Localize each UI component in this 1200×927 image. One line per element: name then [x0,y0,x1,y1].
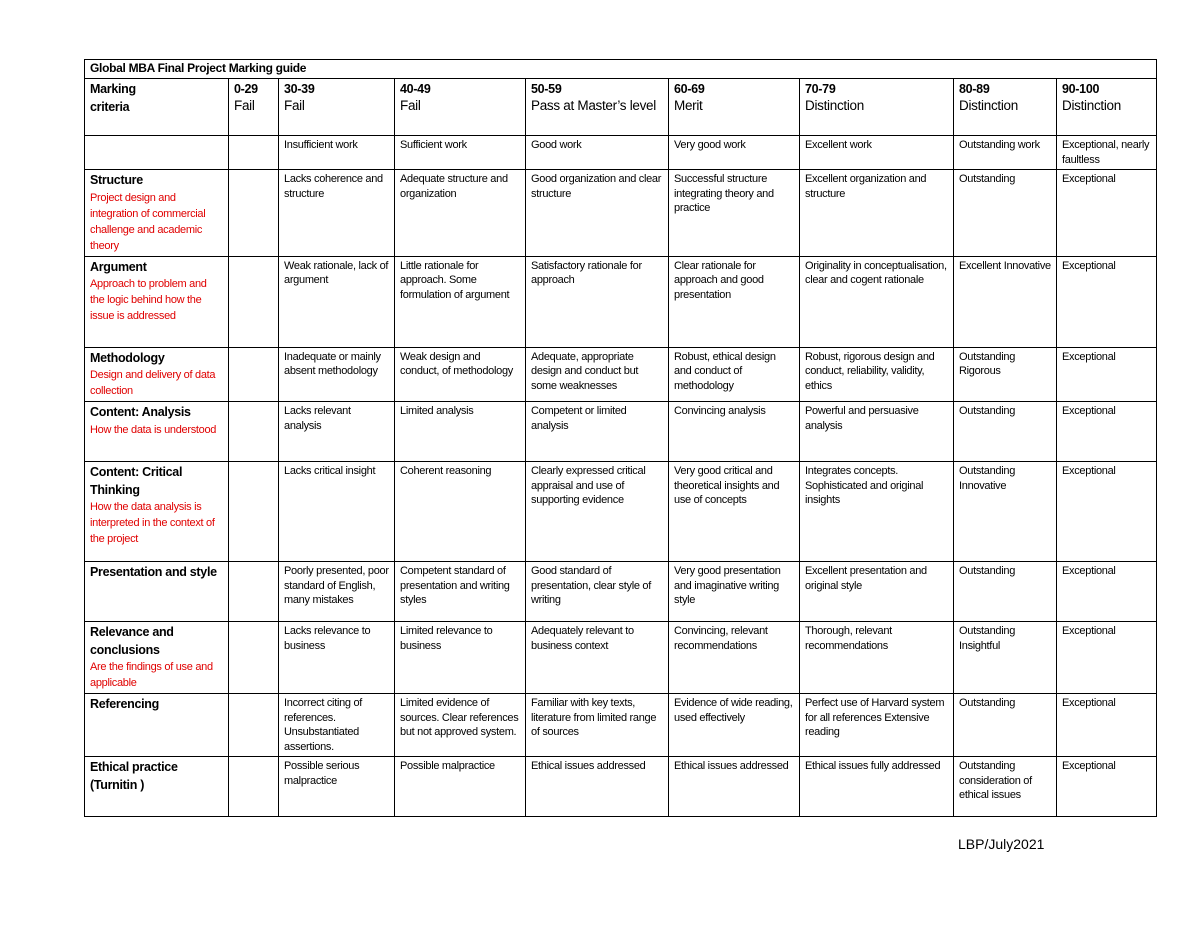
band-label: Distinction [1062,98,1121,113]
band-range: 50-59 [531,82,562,96]
criterion-band-cell [526,757,669,817]
criterion-band-cell-text: Robust, rigorous design and conduct, reliability, validity, ethics [805,350,935,392]
criterion-band-cell [229,402,279,462]
criterion-band-cell-text: Outstanding consideration of ethical issues [959,760,1032,801]
criterion-band-cell-text: Very good presentation and imaginative writing style [674,565,781,606]
criterion-band-cell-text: Exceptional [1062,465,1116,477]
criterion-row [85,562,1157,622]
work-quality-cell [395,136,526,170]
criterion-band-cell [229,757,279,817]
band-label: Pass at Master’s level [531,98,656,113]
criterion-cell [85,170,229,257]
criterion-band-cell-text: Outstanding Innovative [959,465,1016,492]
marking-guide-table [84,59,1157,817]
criterion-band-cell-text: Outstanding [959,697,1016,709]
criterion-row [85,622,1157,694]
criterion-band-cell [526,256,669,347]
criterion-band-cell [526,170,669,257]
criterion-band-cell-text: Lacks critical insight [284,465,376,477]
criterion-band-cell-text: Little rationale for approach. Some formulation of argument [400,259,510,301]
criterion-band-cell-text: Possible serious malpractice [284,760,360,787]
band-range: 60-69 [674,82,705,96]
criterion-band-cell [800,694,954,757]
title-row [85,60,1157,79]
criterion-band-cell-text: Evidence of wide reading, used effectively [674,697,793,724]
criterion-band-cell [954,170,1057,257]
criterion-band-cell [954,347,1057,402]
table-title: Global MBA Final Project Marking guide [85,60,1157,79]
marking-guide-body [85,60,1157,817]
criterion-band-cell-text: Outstanding Insightful [959,625,1016,652]
criterion-band-cell [669,170,800,257]
criterion-name: Referencing [90,697,159,711]
criterion-cell [85,402,229,462]
criterion-band-cell [526,462,669,562]
criterion-description: How the data is understood [90,423,217,436]
criterion-band-cell [279,562,395,622]
work-quality-criteria-cell [85,136,229,170]
work-quality-cell [279,136,395,170]
criterion-row [85,402,1157,462]
criteria-header-label: Marking criteria [90,82,136,114]
criterion-cell [85,256,229,347]
criterion-band-cell-text: Exceptional [1062,565,1116,577]
work-quality-cell-text: Sufficient work [400,139,467,151]
work-quality-cell-text: Good work [531,139,582,151]
criterion-name: Methodology [90,350,165,365]
criterion-band-cell [800,622,954,694]
criterion-band-cell-text: Adequate structure and organization [400,173,508,200]
criterion-band-cell [395,402,526,462]
criterion-band-cell [1057,402,1157,462]
criterion-band-cell-text: Clear rationale for approach and good presentation [674,259,764,301]
criterion-band-cell [1057,462,1157,562]
work-quality-cell-text: Exceptional, nearly faultless [1062,139,1150,166]
criterion-band-cell [229,694,279,757]
criterion-band-cell-text: Excellent presentation and original style [805,565,927,592]
band-label: Fail [284,98,305,113]
criterion-cell [85,347,229,402]
criterion-name: Content: Critical Thinking [90,465,183,497]
criterion-band-cell-text: Lacks coherence and structure [284,173,383,200]
band-range: 90-100 [1062,82,1100,96]
criterion-band-cell-text: Convincing analysis [674,405,766,417]
criterion-description: Project design and integration of commercial challenge and academic theory [90,191,206,252]
work-quality-row [85,136,1157,170]
criterion-cell [85,694,229,757]
work-quality-cell [800,136,954,170]
criterion-band-cell [395,256,526,347]
criterion-description: Approach to problem and the logic behind how the issue is addressed [90,278,207,322]
band-label: Fail [234,98,255,113]
criterion-row [85,347,1157,402]
work-quality-cell-text: Insufficient work [284,139,358,151]
band-range: 30-39 [284,82,315,96]
criterion-band-cell-text: Excellent Innovative [959,259,1051,272]
criterion-band-cell [1057,694,1157,757]
criterion-band-cell [954,562,1057,622]
criterion-band-cell [279,256,395,347]
criterion-name: Content: Analysis [90,405,191,419]
criteria-header [85,79,229,136]
criterion-band-cell [954,757,1057,817]
band-label: Distinction [959,98,1018,113]
criterion-band-cell-text: Excellent organization and structure [805,173,927,200]
band-header-5 [800,79,954,136]
criterion-band-cell [229,256,279,347]
criterion-band-cell-text: Exceptional [1062,259,1116,272]
criterion-band-cell [669,402,800,462]
work-quality-cell [526,136,669,170]
criterion-band-cell [669,622,800,694]
work-quality-cell-text: Outstanding work [959,139,1040,151]
criterion-band-cell [395,757,526,817]
criterion-description: Are the findings of use and applicable [90,661,213,689]
criterion-band-cell [526,562,669,622]
criterion-band-cell-text: Adequate, appropriate design and conduct but some weaknesses [531,350,639,392]
criterion-name: Presentation and style [90,565,217,579]
criterion-band-cell [279,622,395,694]
criterion-band-cell-text: Possible malpractice [400,760,495,772]
criterion-cell [85,757,229,817]
criterion-band-cell-text: Competent or limited analysis [531,405,627,432]
criterion-row [85,694,1157,757]
band-range: 40-49 [400,82,431,96]
criterion-band-cell-text: Ethical issues fully addressed [805,760,941,772]
criterion-band-cell [279,347,395,402]
criterion-band-cell-text: Limited relevance to business [400,625,493,652]
criterion-description: How the data analysis is interpreted in the context of the project [90,501,215,545]
work-quality-cell [1057,136,1157,170]
criterion-band-cell-text: Powerful and persuasive analysis [805,405,919,432]
criterion-band-cell [395,170,526,257]
criterion-band-cell [800,562,954,622]
criterion-band-cell [669,462,800,562]
criterion-row [85,170,1157,257]
criterion-row [85,462,1157,562]
criterion-band-cell-text: Thorough, relevant recommendations [805,625,892,652]
criterion-band-cell [526,622,669,694]
criterion-band-cell [279,462,395,562]
criterion-band-cell-text: Incorrect citing of references. Unsubstantiated assertions. [284,697,363,753]
criterion-name: Relevance and conclusions [90,625,174,657]
band-header-2 [395,79,526,136]
criterion-band-cell [229,462,279,562]
criterion-band-cell-text: Coherent reasoning [400,465,492,477]
band-header-1 [279,79,395,136]
criterion-band-cell [800,757,954,817]
criterion-band-cell-text: Inadequate or mainly absent methodology [284,350,381,377]
criterion-band-cell [1057,562,1157,622]
criterion-band-cell-text: Lacks relevant analysis [284,405,351,432]
criterion-band-cell-text: Robust, ethical design and conduct of methodology [674,350,776,392]
criterion-band-cell [279,694,395,757]
criterion-band-cell-text: Exceptional [1062,405,1116,417]
band-header-4 [669,79,800,136]
criterion-band-cell [954,256,1057,347]
work-quality-cell [229,136,279,170]
criterion-band-cell [526,402,669,462]
work-quality-cell [954,136,1057,170]
work-quality-cell [669,136,800,170]
criterion-band-cell [1057,757,1157,817]
criterion-band-cell-text: Familiar with key texts, literature from limited range of sources [531,697,657,738]
criterion-band-cell [669,562,800,622]
criterion-band-cell-text: Outstanding [959,405,1016,417]
criterion-band-cell-text: Outstanding [959,173,1016,185]
criterion-band-cell-text: Limited analysis [400,405,474,417]
criterion-band-cell-text: Exceptional [1062,760,1116,772]
band-header-7 [1057,79,1157,136]
criterion-band-cell [1057,347,1157,402]
criterion-cell [85,562,229,622]
criterion-band-cell-text: Integrates concepts. Sophisticated and original insights [805,465,924,506]
criterion-band-cell-text: Outstanding [959,565,1016,577]
criterion-band-cell-text: Limited evidence of sources. Clear references but not approved system. [400,697,519,738]
criterion-band-cell [229,347,279,402]
work-quality-cell-text: Excellent work [805,139,872,151]
criterion-band-cell [395,694,526,757]
document-footer: LBP/July2021 [958,836,1045,852]
criterion-band-cell-text: Adequately relevant to business context [531,625,634,652]
criterion-band-cell [279,170,395,257]
criterion-name: Structure [90,173,143,187]
band-header-row [85,79,1157,136]
criterion-band-cell [395,562,526,622]
criterion-band-cell [669,694,800,757]
criterion-band-cell [669,347,800,402]
criterion-band-cell-text: Perfect use of Harvard system for all references Extensive reading [805,697,945,738]
criterion-band-cell [954,402,1057,462]
criterion-name: Argument [90,259,147,274]
criterion-band-cell [800,170,954,257]
criterion-name: Ethical practice (Turnitin ) [90,760,178,792]
criterion-band-cell [395,462,526,562]
work-quality-cell-text: Very good work [674,139,746,151]
criterion-band-cell-text: Ethical issues addressed [531,760,646,772]
band-range: 80-89 [959,82,990,96]
criterion-row [85,256,1157,347]
criterion-band-cell-text: Exceptional [1062,350,1116,363]
criterion-band-cell [800,256,954,347]
criterion-band-cell-text: Successful structure integrating theory and practice [674,173,774,214]
band-header-3 [526,79,669,136]
criterion-band-cell-text: Clearly expressed critical appraisal and use of supporting evidence [531,465,646,506]
criterion-band-cell [526,347,669,402]
criterion-cell [85,462,229,562]
criterion-band-cell-text: Convincing, relevant recommendations [674,625,768,652]
criterion-band-cell [954,622,1057,694]
band-range: 70-79 [805,82,836,96]
criterion-band-cell-text: Exceptional [1062,173,1116,185]
band-header-0 [229,79,279,136]
criterion-band-cell [229,622,279,694]
criterion-row [85,757,1157,817]
criterion-band-cell-text: Outstanding Rigorous [959,350,1016,377]
criterion-band-cell [669,757,800,817]
criterion-band-cell [800,347,954,402]
criterion-band-cell-text: Exceptional [1062,625,1116,637]
band-label: Distinction [805,98,864,113]
criterion-band-cell-text: Very good critical and theoretical insights and use of concepts [674,465,780,506]
criterion-band-cell [526,694,669,757]
criterion-cell [85,622,229,694]
criterion-band-cell [1057,256,1157,347]
criterion-band-cell [229,170,279,257]
criterion-band-cell [954,694,1057,757]
criterion-band-cell-text: Competent standard of presentation and writing styles [400,565,510,606]
criterion-band-cell [954,462,1057,562]
band-range: 0-29 [234,82,258,96]
criterion-band-cell [669,256,800,347]
criterion-band-cell-text: Weak rationale, lack of argument [284,259,389,286]
band-label: Fail [400,98,421,113]
criterion-band-cell [800,402,954,462]
criterion-band-cell [229,562,279,622]
band-label: Merit [674,98,703,113]
criterion-band-cell-text: Exceptional [1062,697,1116,709]
criterion-band-cell-text: Lacks relevance to business [284,625,371,652]
criterion-band-cell [279,402,395,462]
criterion-band-cell [279,757,395,817]
criterion-band-cell [395,347,526,402]
criterion-band-cell-text: Ethical issues addressed [674,760,789,772]
criterion-band-cell [800,462,954,562]
criterion-band-cell-text: Poorly presented, poor standard of English, many mistakes [284,565,389,606]
criterion-band-cell [1057,170,1157,257]
criterion-band-cell-text: Originality in conceptualisation, clear and cogent rationale [805,259,947,286]
criterion-band-cell [1057,622,1157,694]
criterion-band-cell-text: Weak design and conduct, of methodology [400,350,513,377]
criterion-band-cell [395,622,526,694]
criterion-band-cell-text: Satisfactory rationale for approach [531,259,642,286]
band-header-6 [954,79,1057,136]
criterion-band-cell-text: Good standard of presentation, clear style of writing [531,565,652,606]
criterion-description: Design and delivery of data collection [90,369,216,397]
criterion-band-cell-text: Good organization and clear structure [531,173,662,200]
